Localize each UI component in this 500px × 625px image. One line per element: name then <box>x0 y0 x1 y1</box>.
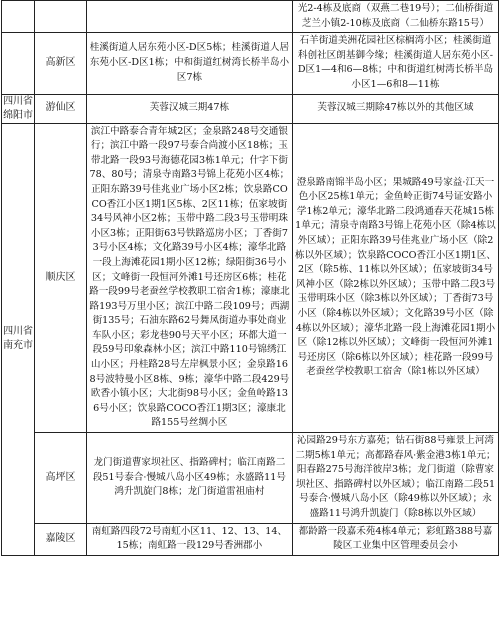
high-risk-cell: 芙蓉汉城三期47栋 <box>86 94 292 123</box>
other-area-cell: 都龄路一段嘉禾苑4栋4单元；彩虹路388号嘉陵区工业集中区管理委员会小 <box>292 523 498 555</box>
high-risk-cell: 滨江中路泰合青年城2区；金泉路248号交通银行；滨江中路一段97号泰合尚渡小区18栋；玉带北路一段93号海德花园3栋1单元；什字下街78、80号；清泉寺南路3号锦上花苑小区4栋；正阳东路39号佳兆业广场小区2栋；饮泉路COCO香江小区1期1区5栋、2区11栋；伍家坡街34号风神小区2栋；玉带中路二段3号玉带明珠小区3栋；正阳街63号铁路巡房小区；丁香街73号小区4栋；文化路39号小区4栋；濠华北路一段上海滩花园1期小区12栋；绿阳街36号小区；文峰街一段恒河外滩1号还房区6栋；桂花路一段99号老蚕丝学校教职工宿舍1栋；濠康北路193号万里小区；滨江中路二段109号；西湖街135号；石油东路62号舞凤街道办事处商业车队小区；彩龙巷90号天平小区；环都大道一段59号印象森林小区；滨江中路110号锦绣江山小区；丹桂路28号左岸枫景小区；金泉路168号波特曼小区8栋、9栋；濠华中路二段429号欧香小镇小区；大北街98号小区；金鱼岭路136号小区；饮泉路COCO香江1期3区；濠康北路155号丝绸小区 <box>86 123 292 432</box>
table-row <box>2 123 499 432</box>
city-cell: 四川省南充市 <box>2 123 35 555</box>
district-cell: 高新区 <box>35 33 87 94</box>
district-cell: 顺庆区 <box>35 123 87 432</box>
high-risk-cell: 龙门街道曹家坝社区、指路碑村；临江南路二段51号泰合·慢城八岛小区49栋；永盛路11号鸿升凯旋门8栋；龙门街道雷祖庙村 <box>86 433 292 524</box>
high-risk-cell: 南虹路四段72号南虹小区11、12、13、14、15栋；南虹路一段129号香洲郡小 <box>86 523 292 555</box>
table-row <box>2 523 499 555</box>
table-row <box>2 94 499 123</box>
table-row <box>2 33 499 94</box>
risk-area-table <box>1 0 499 556</box>
other-area-cell: 沁园路29号东方嘉苑；钻石街88号雍景上河湾二期5栋1单元；高都路春风·紫金港3栋1单元；阳春路275号海洋彼岸3栋；龙门街道（除曹家坝社区、指路碑村以外区域）；临江南路二段51号泰合·慢城八岛小区（除49栋以外区域）；永盛路11号鸿升凯旋门（除8栋以外区域） <box>292 433 498 524</box>
other-area-cell: 石羊街道美洲花园社区棕榈湾小区；桂溪街道科创社区朗基御今缘；桂溪街道人居东苑小区-D区1—4和6—8栋；中和街道红树湾长桥半岛小区1—6和8—11栋 <box>292 33 498 94</box>
table-row <box>2 1 499 33</box>
high-risk-cell <box>86 1 292 33</box>
city-cell: 四川省绵阳市 <box>2 94 35 123</box>
table-row <box>2 433 499 524</box>
district-cell: 嘉陵区 <box>35 523 87 555</box>
other-area-cell: 光2-4栋及底商（双燕二巷19号）；二仙桥街道芝兰小镇2-10栋及底商（二仙桥东路15号） <box>292 1 498 33</box>
high-risk-cell: 桂溪街道人居东苑小区-D区5栋；桂溪街道人居东苑小区-D区1栋；中和街道红树湾长桥半岛小区7栋 <box>86 33 292 94</box>
district-cell: 游仙区 <box>35 94 87 123</box>
other-area-cell: 芙蓉汉城三期除47栋以外的其他区域 <box>292 94 498 123</box>
city-cell <box>2 1 35 33</box>
city-cell <box>2 33 35 94</box>
district-cell: 高坪区 <box>35 433 87 524</box>
district-cell <box>35 1 87 33</box>
other-area-cell: 澄泉路南锦半岛小区；果城路49号家益·江天一色小区25栋1单元；金鱼岭正街74号证安路小学1栋2单元；濠华北路二段鸿通春天花城15栋1单元；清泉寺南路3号锦上花苑小区（除4栋以外区域）；正阳东路39号佳兆业广场小区（除2栋以外区域）；饮泉路COCO香江小区1期1区、2区（除5栋、11栋以外区域）；伍家坡街34号风神小区（除2栋以外区域）；玉带中路二段3号玉带明珠小区（除3栋以外区域）；丁香街73号小区（除4栋以外区域）；文化路39号小区（除4栋以外区域）；濠华北路一段上海滩花园1期小区（除12栋以外区域）；文峰街一段恒河外滩1号还房区（除6栋以外区域）；桂花路一段99号老蚕丝学校教职工宿舍（除1栋以外区域） <box>292 123 498 432</box>
